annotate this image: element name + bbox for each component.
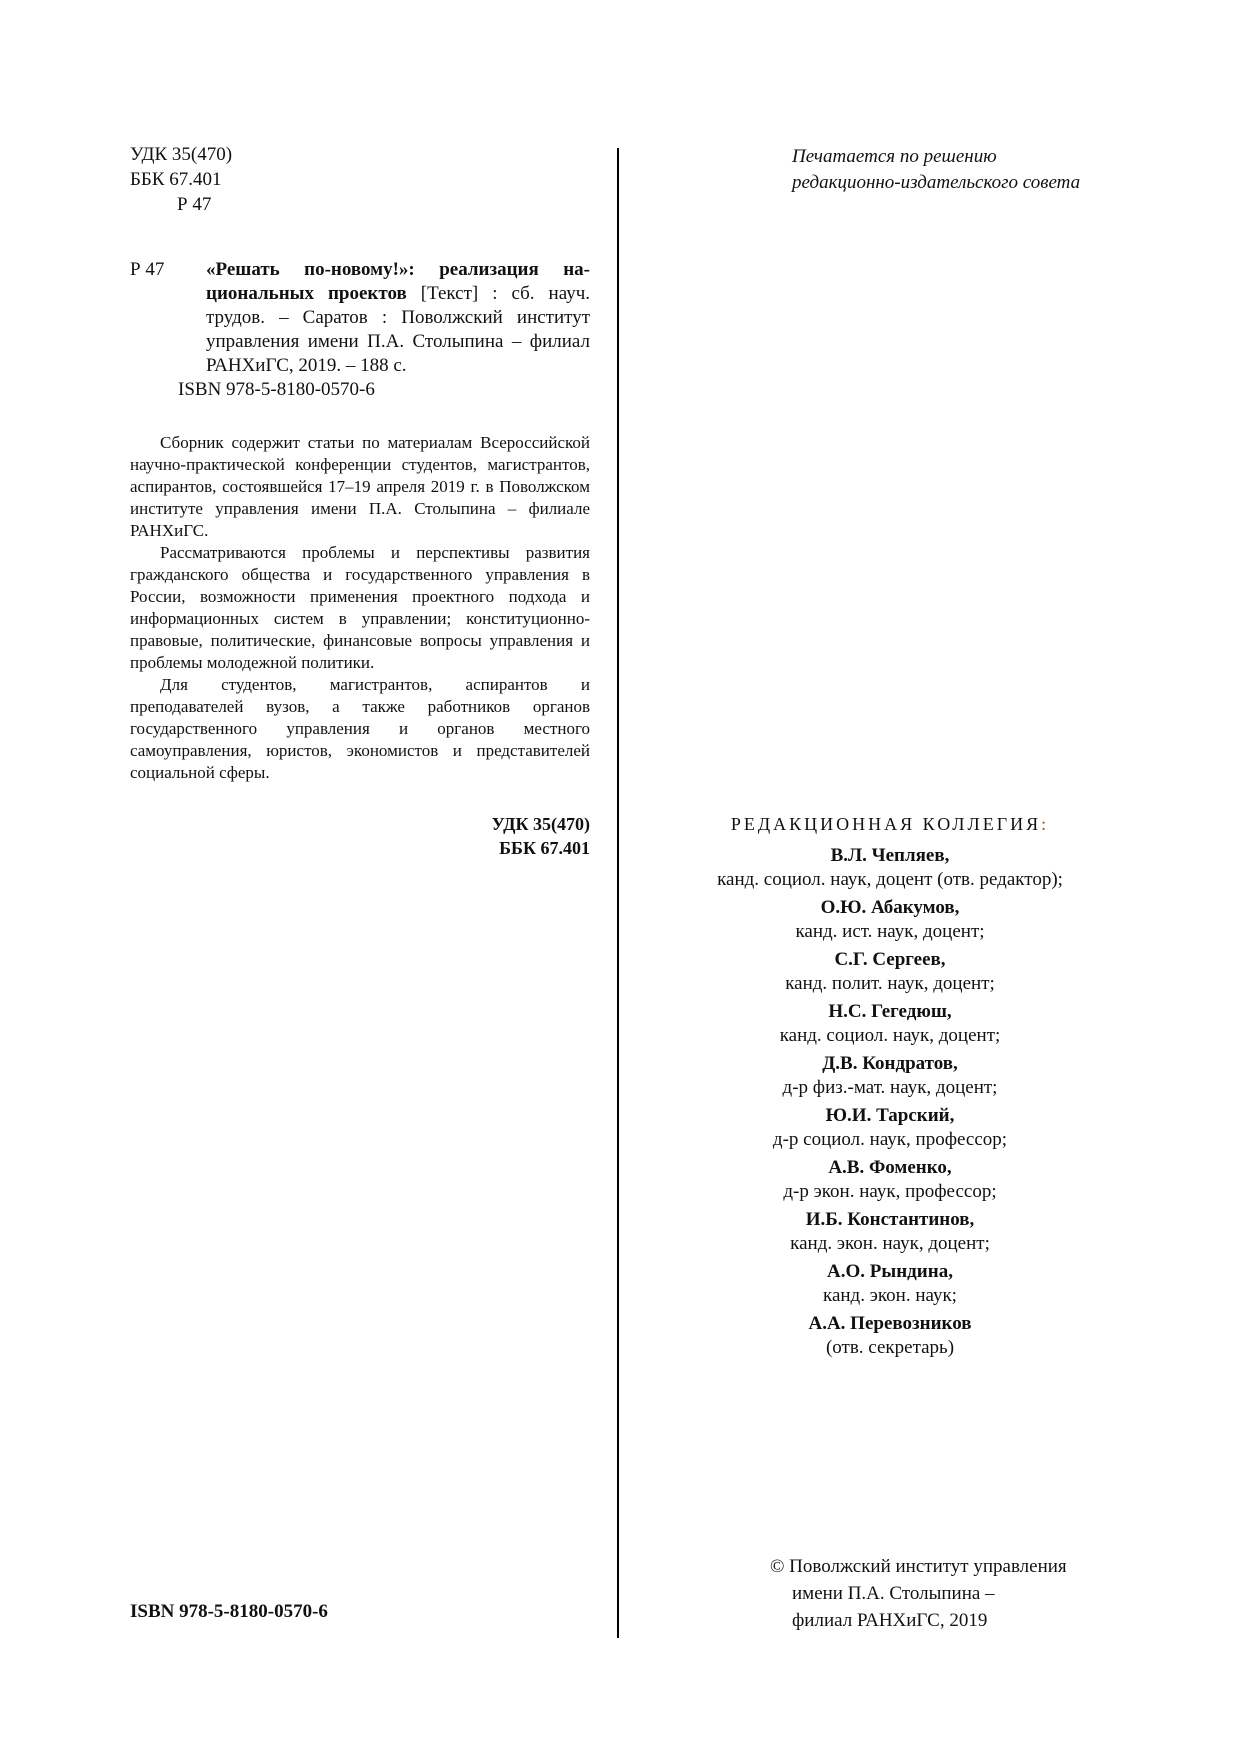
board-member-role: канд. экон. наук, доцент;: [790, 1233, 990, 1254]
board-member-role: д-р физ.-мат. наук, доцент;: [782, 1077, 998, 1098]
board-member-role: канд. экон. наук;: [823, 1285, 957, 1306]
entry-title-part1: «Решать по-новому!»: реализация на-: [206, 259, 590, 280]
classification-codes-bottom: [430, 812, 590, 860]
annotation: [130, 432, 590, 784]
copyright-line1: © Поволжский институт управления: [770, 1556, 1067, 1577]
board-member-name: В.Л. Чепляев,: [830, 845, 950, 866]
copyright-line3: филиал РАНХиГС, 2019: [792, 1610, 988, 1631]
board-member-name: О.Ю. Абакумов,: [820, 897, 960, 918]
annotation-paragraph: Сборник содержит статьи по материалам Всероссийской научно-практической конференции студентов, магистрантов, аспирантов, состоявшейся 17–19 апреля 2019 г. в Поволжском институте управления имени П.А. Столыпина – филиале РАНХиГС.: [130, 433, 590, 540]
copyright-notice: [770, 1553, 1130, 1634]
board-member-role: д-р экон. наук, профессор;: [783, 1181, 997, 1202]
board-member-name: Н.С. Гегедюш,: [828, 1001, 952, 1022]
udk-code-bottom: УДК 35(470): [491, 814, 590, 834]
board-member-role: канд. ист. наук, доцент;: [795, 921, 985, 942]
isbn-bottom: ISBN 978-5-8180-0570-6: [130, 1601, 328, 1622]
publication-decision: [792, 144, 1122, 196]
board-member: [660, 948, 1120, 996]
board-member-role: канд. полит. наук, доцент;: [785, 973, 995, 994]
board-member-role: канд. социол. наук, доцент (отв. редактор);: [717, 869, 1063, 890]
udk-code: УДК 35(470): [130, 144, 233, 165]
board-members: [660, 844, 1120, 1360]
board-member: [660, 1104, 1120, 1152]
annotation-paragraph: Для студентов, магистрантов, аспирантов и преподавателей вузов, а также работников органов государственного управления и органов местного самоуправления, юристов, экономистов и представителей социальной сферы.: [130, 675, 590, 782]
entry-author-mark: Р 47: [130, 259, 165, 280]
board-member: [660, 844, 1120, 892]
board-member-name: С.Г. Сергеев,: [834, 949, 946, 970]
entry-title-part2: циональных проектов: [206, 283, 407, 304]
board-member: [660, 1052, 1120, 1100]
board-member: [660, 1000, 1120, 1048]
bbk-code-bottom: ББК 67.401: [499, 838, 590, 858]
decision-line1: Печатается по решению: [792, 146, 997, 167]
entry-publisher-line3: РАНХиГС, 2019. – 188 с.: [206, 355, 407, 376]
bbk-code: ББК 67.401: [130, 169, 222, 190]
annotation-paragraph: Рассматриваются проблемы и перспективы развития гражданского общества и государственного управления в России, возможности применения проектного подхода и информационных систем в управлении; конституционно-правовые, политические, финансовые вопросы управления и проблемы молодежной политики.: [130, 543, 590, 672]
decision-line2: редакционно-издательского совета: [792, 172, 1081, 193]
board-member-role: (отв. секретарь): [825, 1337, 955, 1358]
entry-publisher-line2: управления имени П.А. Столыпина – филиал: [206, 331, 590, 352]
copyright-line2: имени П.А. Столыпина –: [792, 1583, 995, 1604]
classification-codes: [130, 143, 330, 218]
board-member-name: А.А. Перевозников: [808, 1313, 972, 1334]
editorial-board-title: РЕДАКЦИОННАЯ КОЛЛЕГИЯ:: [730, 814, 1050, 834]
board-member-name: Ю.И. Тарский,: [825, 1105, 955, 1126]
editorial-board: [660, 812, 1120, 1364]
entry-publisher-line1: трудов. – Саратов : Поволжский институт: [206, 307, 590, 328]
board-member-role: д-р социол. наук, профессор;: [772, 1129, 1008, 1150]
board-member-name: А.О. Рындина,: [827, 1261, 953, 1282]
board-member-name: А.В. Фоменко,: [828, 1157, 952, 1178]
board-member: [660, 1312, 1120, 1360]
author-mark: Р 47: [177, 194, 212, 215]
column-divider: [617, 148, 619, 1638]
board-member: [660, 896, 1120, 944]
entry-type: [Текст] : сб. науч.: [406, 283, 590, 304]
bibliographic-entry: [130, 258, 590, 402]
board-member-name: И.Б. Константинов,: [805, 1209, 975, 1230]
board-member: [660, 1156, 1120, 1204]
board-member-role: канд. социол. наук, доцент;: [779, 1025, 1001, 1046]
board-member: [660, 1208, 1120, 1256]
entry-isbn: ISBN 978-5-8180-0570-6: [178, 379, 375, 400]
board-member: [660, 1260, 1120, 1308]
board-member-name: Д.В. Кондратов,: [822, 1053, 958, 1074]
